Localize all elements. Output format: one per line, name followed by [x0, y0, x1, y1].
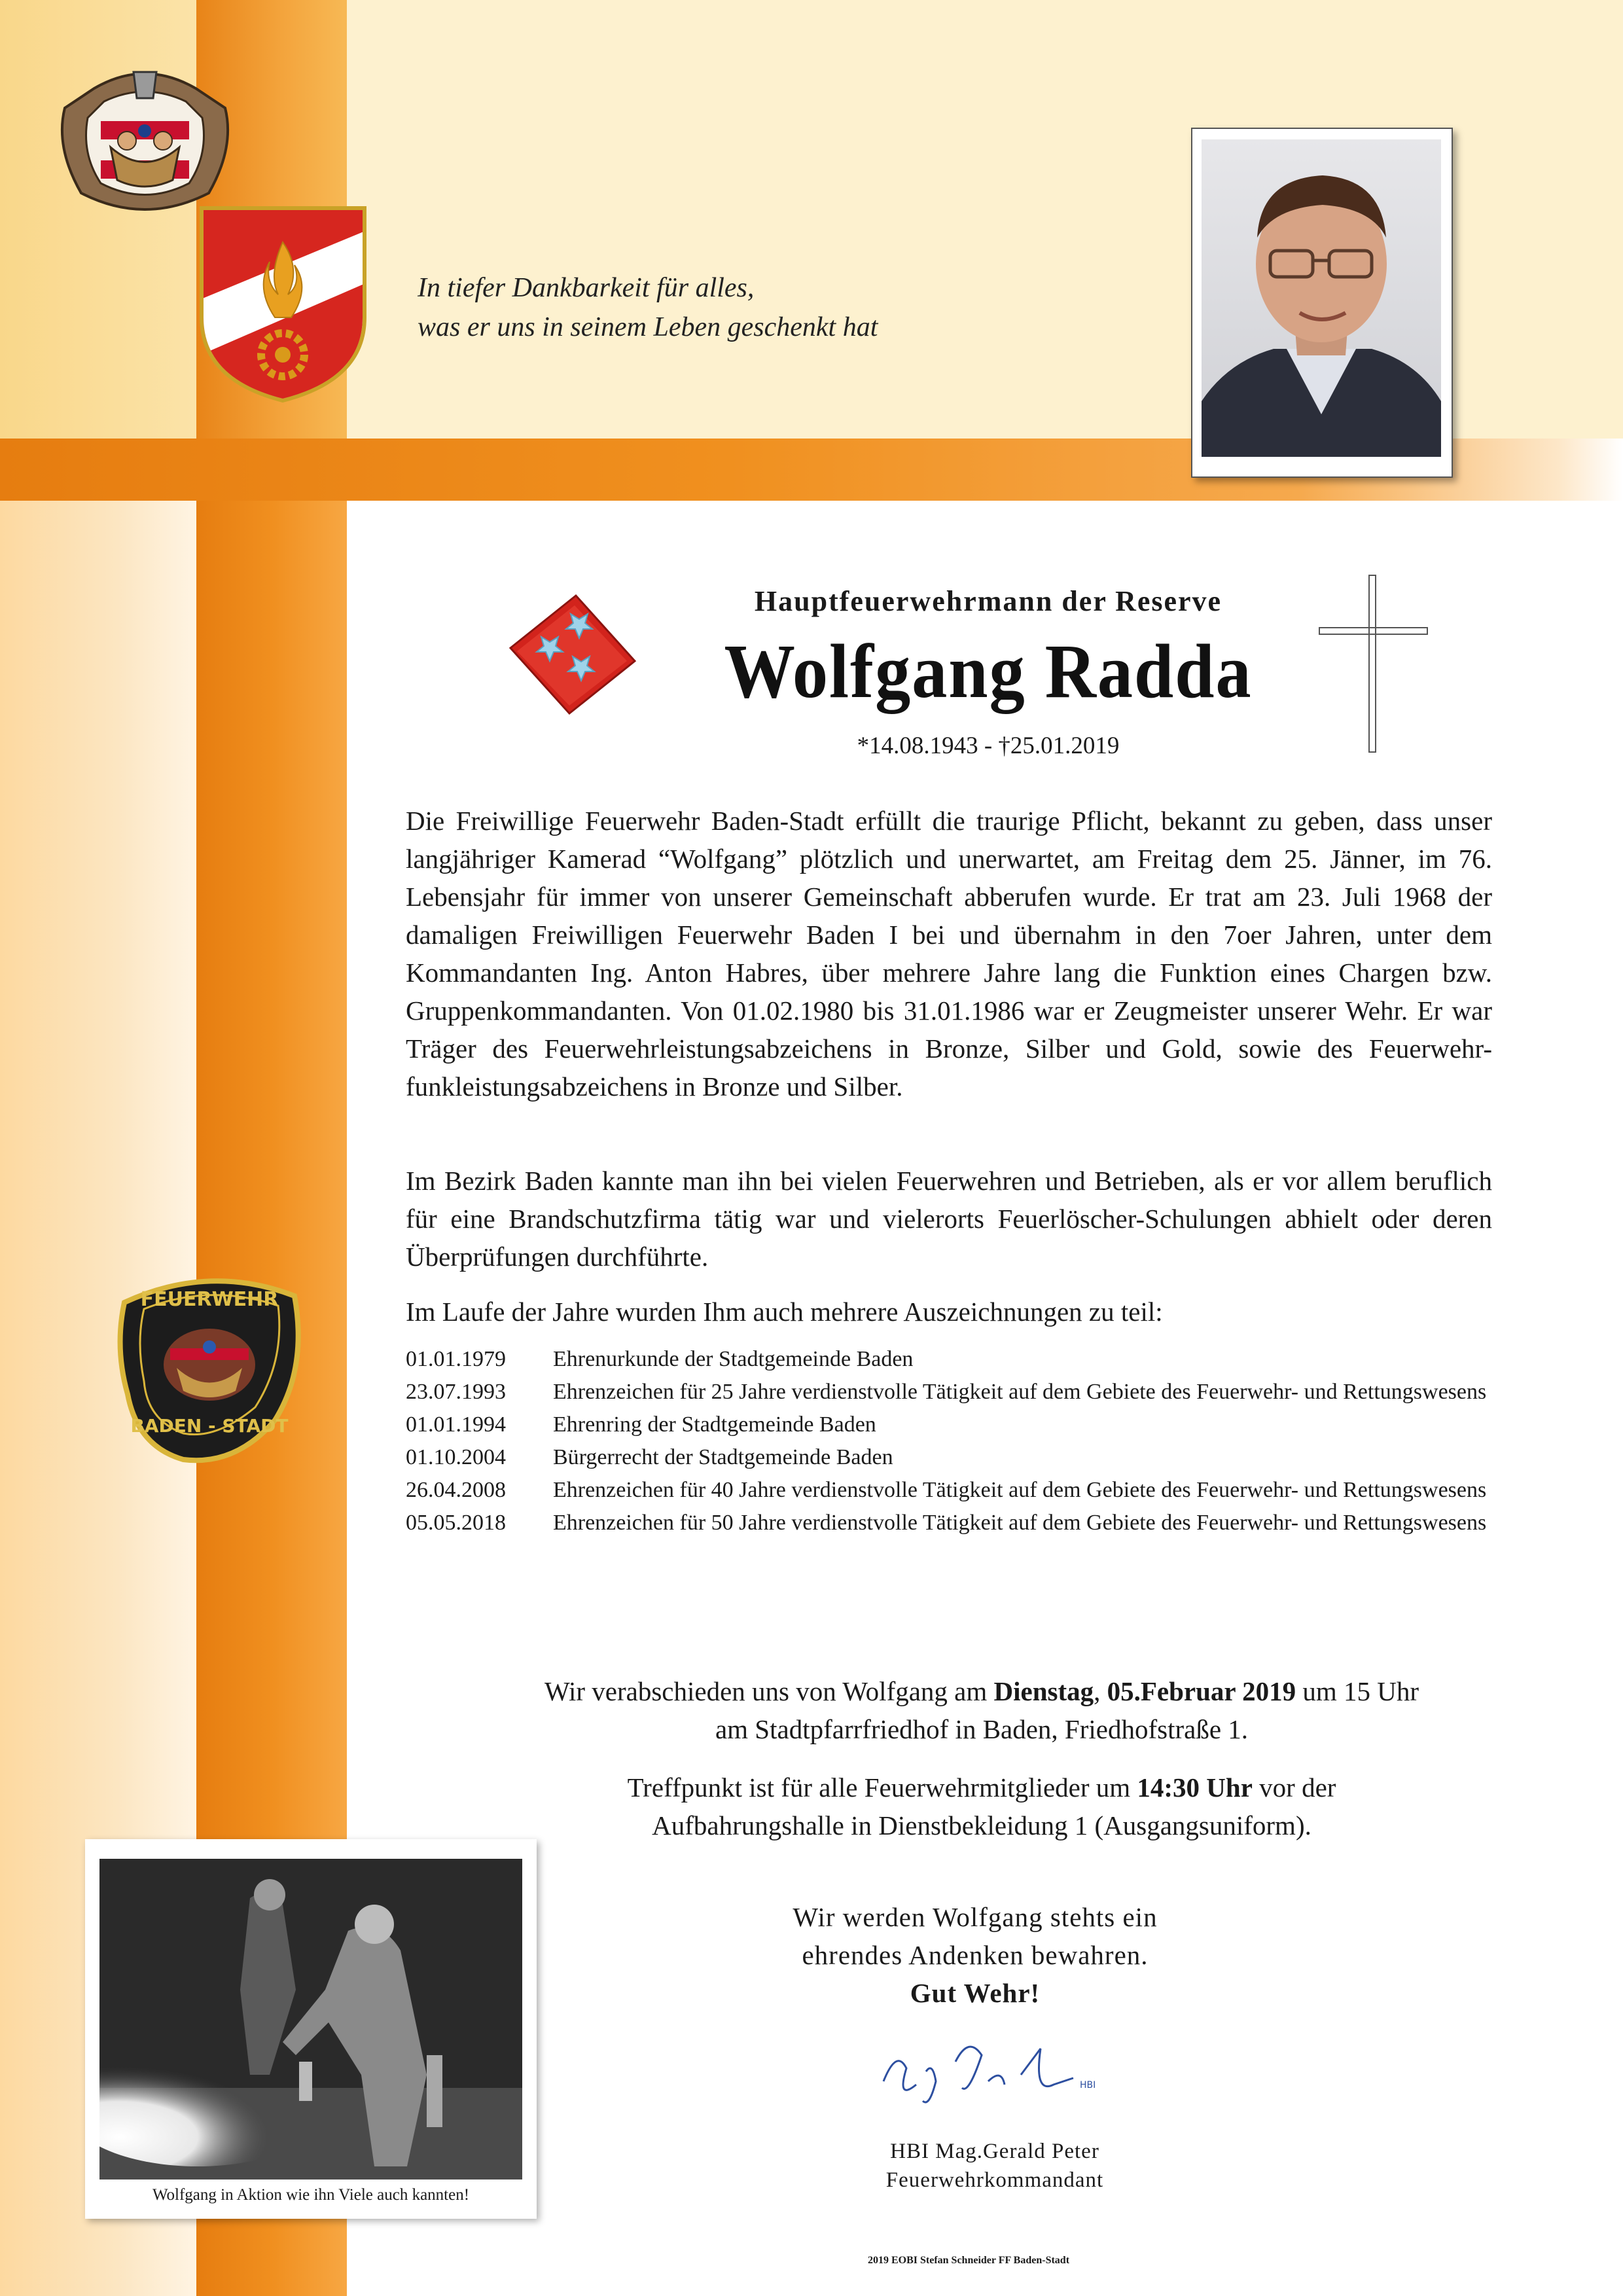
deceased-name: Wolfgang Radda [724, 628, 1253, 714]
photo-caption: Wolfgang in Aktion wie ihn Viele auch kannten! [152, 2186, 470, 2204]
motto-line-2: was er uns in seinem Leben geschenkt hat [418, 312, 878, 342]
memorial-line-2: ehrendes Andenken bewahren. [802, 1940, 1149, 1970]
action-photo [99, 1859, 522, 2179]
funeral-intro: Wir verabschieden uns von Wolfgang am [544, 1676, 994, 1706]
award-item [406, 1343, 1492, 1376]
signer-block [779, 2137, 1211, 2195]
patch-top-text: FEUERWEHR [140, 1288, 279, 1311]
funeral-place: am Stadtpfarrfriedhof in Baden, Friedhofstraße 1. [715, 1714, 1249, 1744]
award-date: 05.05.2018 [406, 1511, 506, 1535]
signer-title: Feuerwehrkommandant [885, 2168, 1104, 2192]
obituary-paragraph-1: Die Freiwillige Feuerwehr Baden-Stadt erfüllt die traurige Pflicht, bekannt zu geben, dass unser langjähriger Kamerad “Wolfgang” plötzlich und unerwartet, am Freitag dem 25. Jänner, im 76. Lebensjahr für immer von unserer Gemeinschaft abberufen wurde. Er trat am 23. Juli 1968 der damaligen Freiwilligen Feuerwehr Baden I bei und übernahm in den 7oer Jahren, unter dem Kommandanten Ing. Anton Habres, über mehrere Jahre lang die Funktion eines Chargen bzw. Gruppenkommandanten. Von 01.02.1980 bis 31.01.1986 war er Zeugmeister unserer Wehr. Er war Träger des Feuerwehrleistungsabzeichens in Bronze, Silber und Gold, sowie des Feuerwehr-funkleistungsabzeichens in Bronze und Silber. [406, 806, 1492, 1102]
award-date: 01.01.1994 [406, 1412, 506, 1437]
motto [418, 268, 878, 347]
award-text: Ehrenurkunde der Stadtgemeinde Baden [553, 1347, 914, 1371]
city-crest-logo [55, 62, 235, 226]
motto-line-1: In tiefer Dankbarkeit für alles, [418, 273, 755, 303]
meeting-intro: Treffpunkt ist für alle Feuerwehrmitglieder um [627, 1772, 1137, 1803]
award-date: 01.10.2004 [406, 1445, 506, 1469]
awards-intro: Im Laufe der Jahre wurden Ihm auch mehrere Auszeichnungen zu teil: [406, 1297, 1163, 1327]
award-item [406, 1507, 1492, 1539]
funeral-day: Dienstag [993, 1676, 1094, 1706]
award-text: Bürgerrecht der Stadtgemeinde Baden [553, 1445, 893, 1469]
memorial-line-3: Gut Wehr! [910, 1978, 1041, 2008]
meeting-place: Aufbahrungshalle in Dienstbekleidung 1 (Ausgangsuniform). [652, 1810, 1311, 1840]
portrait-photo [1202, 139, 1441, 457]
cross-icon [1315, 573, 1433, 756]
fire-brigade-patch [111, 1270, 308, 1466]
fire-brigade-shield-logo [196, 203, 370, 406]
rank-insignia [504, 589, 641, 720]
funeral-announcement [393, 1672, 1571, 1748]
memorial-text [681, 1898, 1270, 2012]
funeral-separator: , [1094, 1676, 1107, 1706]
award-date: 26.04.2008 [406, 1478, 506, 1502]
award-text: Ehrenzeichen für 40 Jahre verdienstvolle Tätigkeit auf dem Gebiete des Feuerwehr- und Rettungswesens [553, 1478, 1487, 1502]
award-text: Ehrenzeichen für 50 Jahre verdienstvolle Tätigkeit auf dem Gebiete des Feuerwehr- und Rettungswesens [553, 1511, 1487, 1535]
obituary-paragraph-2: Im Bezirk Baden kannte man ihn bei vielen Feuerwehren und Betrieben, als er vor allem beruflich für eine Brandschutzfirma tätig war und vielerorts Feuerlöscher-Schulungen abhielt oder deren Überprüfungen durchführte. [406, 1166, 1492, 1272]
award-text: Ehrenring der Stadtgemeinde Baden [553, 1412, 876, 1437]
life-dates: *14.08.1943 - †25.01.2019 [857, 732, 1120, 759]
patch-bottom-text: BADEN - STADT [130, 1415, 289, 1437]
rank-title: Hauptfeuerwehrmann der Reserve [754, 585, 1222, 617]
meeting-point [393, 1768, 1571, 1844]
award-date: 23.07.1993 [406, 1380, 506, 1404]
award-text: Ehrenzeichen für 25 Jahre verdienstvolle Tätigkeit auf dem Gebiete des Feuerwehr- und Rettungswesens [553, 1380, 1487, 1404]
funeral-date: 05.Februar 2019 [1107, 1676, 1296, 1706]
award-item [406, 1376, 1492, 1408]
svg-text:HBI: HBI [1080, 2080, 1096, 2090]
award-item [406, 1474, 1492, 1507]
meeting-rest: vor der [1252, 1772, 1336, 1803]
memorial-line-1: Wir werden Wolfgang stehts ein [793, 1902, 1158, 1932]
award-date: 01.01.1979 [406, 1347, 506, 1371]
award-item [406, 1441, 1492, 1474]
signer-name: HBI Mag.Gerald Peter [890, 2140, 1099, 2163]
awards-list [406, 1343, 1492, 1539]
signature [870, 2022, 1119, 2121]
funeral-time: um 15 Uhr [1296, 1676, 1419, 1706]
meeting-time: 14:30 Uhr [1137, 1772, 1253, 1803]
award-item [406, 1408, 1492, 1441]
footer-credit: 2019 EOBI Stefan Schneider FF Baden-Stadt [867, 2255, 1070, 2266]
